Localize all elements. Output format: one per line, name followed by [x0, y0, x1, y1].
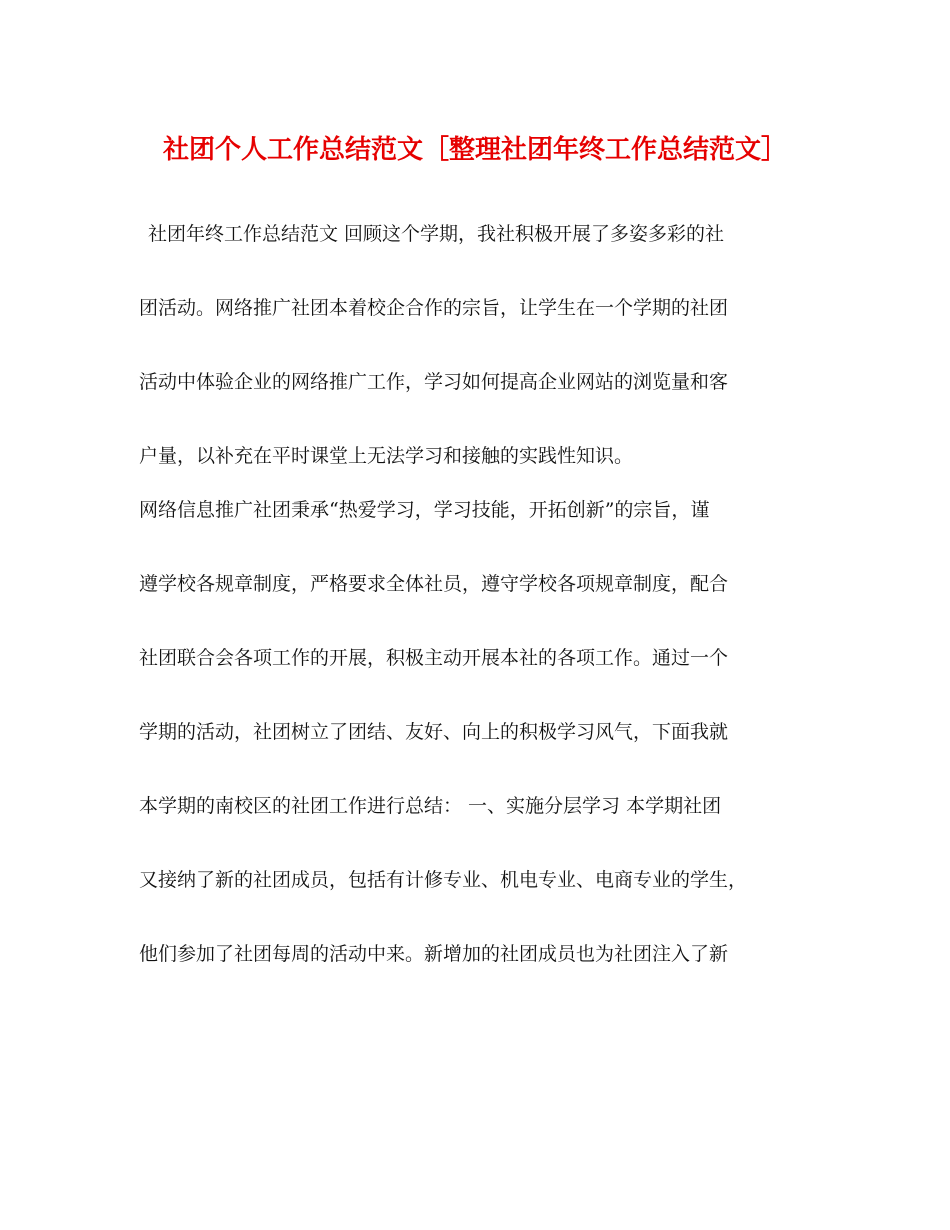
paragraph-line: 团活动。网络推广社团本着校企合作的宗旨，让学生在一个学期的社团 [139, 297, 729, 319]
paragraph-line: 网络信息推广社团秉承“热爱学习，学习技能，开拓创新”的宗旨，谨 [139, 499, 710, 521]
paragraph-line: 学期的活动，社团树立了团结、友好、向上的积极学习风气，下面我就 [139, 721, 729, 743]
paragraph-line: 户量，以补充在平时课堂上无法学习和接触的实践性知识。 [139, 445, 634, 467]
document-title: 社团个人工作总结范文［整理社团年终工作总结范文］ [162, 135, 787, 165]
paragraph-2 [139, 495, 815, 1013]
paragraph-line: 他们参加了社团每周的活动中来。新增加的社团成员也为社团注入了新 [139, 943, 729, 965]
paragraph-line: 社团联合会各项工作的开展，积极主动开展本社的各项工作。通过一个 [139, 647, 729, 669]
paragraph-line: 本学期的南校区的社团工作进行总结： 一、实施分层学习 本学期社团 [139, 795, 722, 817]
paragraph-line: 活动中体验企业的网络推广工作，学习如何提高企业网站的浏览量和客 [139, 371, 729, 393]
paragraph-line: 社团年终工作总结范文 回顾这个学期，我社积极开展了多姿多彩的社 [148, 223, 725, 245]
paragraph-1 [139, 219, 815, 515]
paragraph-line: 又接纳了新的社团成员，包括有计修专业、机电专业、电商专业的学生， [139, 869, 748, 891]
paragraph-line: 遵学校各规章制度，严格要求全体社员，遵守学校各项规章制度，配合 [139, 573, 729, 595]
